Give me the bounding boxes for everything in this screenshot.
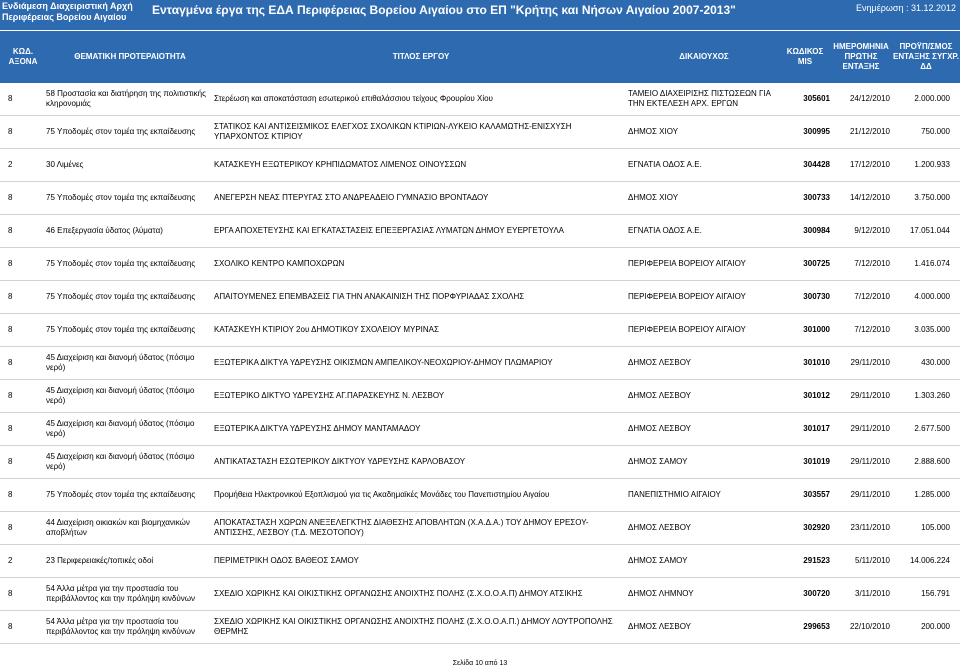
column-header-title: ΤΙΤΛΟΣ ΕΡΓΟΥ: [392, 52, 450, 61]
inclusion-date-text: 7/12/2010: [854, 292, 890, 301]
inclusion-date-text: 9/12/2010: [854, 226, 890, 235]
table-row: [0, 83, 960, 116]
beneficiary-text: ΔΗΜΟΣ ΛΗΜΝΟΥ: [628, 589, 694, 598]
inclusion-date-cell: [830, 413, 890, 445]
table-row: [0, 182, 960, 215]
beneficiary-cell: [628, 182, 780, 214]
beneficiary-cell: [628, 314, 780, 346]
project-title-cell: [214, 116, 628, 148]
project-title-text: ΣΧΕΔΙΟ ΧΩΡΙΚΗΣ ΚΑΙ ΟΙΚΙΣΤΙΚΗΣ ΟΡΓΑΝΩΣΗΣ ΑΝΟΙΧΤΗΣ ΠΟΛΗΣ (Σ.Χ.Ο.Ο.Α.Π.) ΔΗΜΟΥ ΛΟΥΤΡΟΠΟΛΗΣ ΘΕΡΜΗΣ: [214, 617, 613, 636]
beneficiary-cell: [628, 545, 780, 577]
axis-code-cell: [4, 512, 48, 544]
project-title-cell: [214, 512, 628, 544]
thematic-priority-cell: [46, 479, 214, 511]
thematic-priority-text: 54 Άλλα μέτρα για την προστασία του περιβάλλοντος και την πρόληψη κινδύνων: [46, 584, 195, 603]
project-title-cell: [214, 446, 628, 478]
inclusion-date-cell: [830, 314, 890, 346]
table-row: [0, 578, 960, 611]
beneficiary-text: ΠΑΝΕΠΙΣΤΗΜΙΟ ΑΙΓΑΙΟΥ: [628, 490, 721, 499]
inclusion-date-cell: [830, 215, 890, 247]
thematic-priority-text: 45 Διαχείριση και διανομή ύδατος (πόσιμο νερό): [46, 452, 195, 471]
project-title-cell: [214, 413, 628, 445]
inclusion-date-text: 29/11/2010: [850, 391, 890, 400]
axis-code-cell: [4, 545, 48, 577]
inclusion-date-cell: [830, 578, 890, 610]
project-title-text: ΠΕΡΙΜΕΤΡΙΚΗ ΟΔΟΣ ΒΑΘΕΟΣ ΣΑΜΟΥ: [214, 556, 359, 565]
axis-code-cell: [4, 380, 48, 412]
table-header: [0, 30, 960, 83]
project-title-cell: [214, 215, 628, 247]
inclusion-budget-cell: [890, 83, 950, 115]
thematic-priority-text: 45 Διαχείριση και διανομή ύδατος (πόσιμο νερό): [46, 419, 195, 438]
inclusion-date-cell: [830, 545, 890, 577]
inclusion-budget-text: 1.303.260: [914, 391, 950, 400]
inclusion-budget-cell: [890, 479, 950, 511]
thematic-priority-cell: [46, 116, 214, 148]
inclusion-date-cell: [830, 446, 890, 478]
project-title-text: ΣΧΟΛΙΚΟ ΚΕΝΤΡΟ ΚΑΜΠΟΧΩΡΩΝ: [214, 259, 345, 268]
column-header-priority: ΘΕΜΑΤΙΚΗ ΠΡΟΤΕΡΑΙΟΤΗΤΑ: [74, 52, 186, 61]
inclusion-budget-text: 2.888.600: [914, 457, 950, 466]
column-header-axis: ΚΩΔ. ΑΞΟΝΑ: [8, 47, 38, 66]
project-title-cell: [214, 578, 628, 610]
inclusion-date-cell: [830, 83, 890, 115]
mis-code-cell: [780, 446, 830, 478]
inclusion-budget-text: 1.200.933: [914, 160, 950, 169]
inclusion-budget-cell: [890, 182, 950, 214]
mis-code-text: 301000: [803, 325, 830, 334]
project-title-text: Στερέωση και αποκατάσταση εσωτερικού επιθαλάσσιου τείχους Φρουρίου Χίου: [214, 94, 493, 103]
mis-code-cell: [780, 413, 830, 445]
thematic-priority-text: 75 Υποδομές στον τομέα της εκπαίδευσης: [46, 193, 196, 202]
table-row: [0, 116, 960, 149]
beneficiary-text: ΔΗΜΟΣ ΛΕΣΒΟΥ: [628, 391, 691, 400]
axis-code-cell: [4, 479, 48, 511]
inclusion-budget-cell: [890, 611, 950, 643]
inclusion-budget-text: 1.285.000: [914, 490, 950, 499]
project-title-cell: [214, 314, 628, 346]
inclusion-budget-text: 14.006.224: [909, 556, 950, 565]
thematic-priority-text: 75 Υποδομές στον τομέα της εκπαίδευσης: [46, 259, 196, 268]
project-title-cell: [214, 248, 628, 280]
inclusion-date-text: 29/11/2010: [850, 424, 890, 433]
axis-code-text: 8: [8, 325, 13, 334]
axis-code-text: 8: [8, 523, 13, 532]
axis-code-cell: [4, 248, 48, 280]
mis-code-text: 302920: [803, 523, 830, 532]
inclusion-budget-cell: [890, 347, 950, 379]
mis-code-cell: [780, 116, 830, 148]
mis-code-cell: [780, 281, 830, 313]
beneficiary-text: ΠΕΡΙΦΕΡΕΙΑ ΒΟΡΕΙΟΥ ΑΙΓΑΙΟΥ: [628, 292, 746, 301]
table-row: [0, 314, 960, 347]
inclusion-date-cell: [830, 347, 890, 379]
beneficiary-text: ΔΗΜΟΣ ΛΕΣΒΟΥ: [628, 424, 691, 433]
beneficiary-text: ΔΗΜΟΣ ΛΕΣΒΟΥ: [628, 622, 691, 631]
inclusion-date-text: 7/12/2010: [854, 325, 890, 334]
column-header-beneficiary: ΔΙΚΑΙΟΥΧΟΣ: [679, 52, 729, 61]
thematic-priority-cell: [46, 182, 214, 214]
table-row: [0, 413, 960, 446]
axis-code-text: 8: [8, 292, 13, 301]
mis-code-text: 300995: [803, 127, 830, 136]
organization-name: [2, 1, 133, 23]
axis-code-text: 8: [8, 94, 13, 103]
beneficiary-cell: [628, 446, 780, 478]
project-title-cell: [214, 281, 628, 313]
inclusion-budget-cell: [890, 446, 950, 478]
organization-line-1: Ενδιάμεση Διαχειριστική Αρχή: [2, 1, 133, 11]
inclusion-date-text: 29/11/2010: [850, 358, 890, 367]
inclusion-date-cell: [830, 479, 890, 511]
beneficiary-cell: [628, 83, 780, 115]
axis-code-cell: [4, 83, 48, 115]
inclusion-date-text: 5/11/2010: [855, 556, 890, 565]
beneficiary-text: ΔΗΜΟΣ ΧΙΟΥ: [628, 193, 679, 202]
mis-code-cell: [780, 578, 830, 610]
beneficiary-cell: [628, 479, 780, 511]
beneficiary-text: ΔΗΜΟΣ ΛΕΣΒΟΥ: [628, 523, 691, 532]
thematic-priority-text: 75 Υποδομές στον τομέα της εκπαίδευσης: [46, 292, 196, 301]
inclusion-budget-text: 156.791: [921, 589, 950, 598]
inclusion-budget-text: 200.000: [921, 622, 950, 631]
thematic-priority-cell: [46, 314, 214, 346]
project-title-cell: [214, 545, 628, 577]
mis-code-cell: [780, 545, 830, 577]
axis-code-text: 2: [8, 556, 13, 565]
beneficiary-cell: [628, 578, 780, 610]
project-title-text: ΑΠΟΚΑΤΑΣΤΑΣΗ ΧΩΡΩΝ ΑΝΕΞΕΛΕΓΚΤΗΣ ΔΙΑΘΕΣΗΣ ΑΠΟΒΛΗΤΩΝ (Χ.Α.Δ.Α.) ΤΟΥ ΔΗΜΟΥ ΕΡΕΣΟΥ-ΑΝΤΙΣΣΗΣ, ΛΕΣΒΟΥ (Τ.Δ. ΜΕΣΟΤΟΠΟΥ): [214, 518, 589, 537]
mis-code-cell: [780, 512, 830, 544]
beneficiary-text: ΕΓΝΑΤΙΑ ΟΔΟΣ Α.Ε.: [628, 160, 702, 169]
project-title-text: ΣΧΕΔΙΟ ΧΩΡΙΚΗΣ ΚΑΙ ΟΙΚΙΣΤΙΚΗΣ ΟΡΓΑΝΩΣΗΣ ΑΝΟΙΧΤΗΣ ΠΟΛΗΣ (Σ.Χ.Ο.Ο.Α.Π) ΔΗΜΟΥ ΑΤΣΙΚΗΣ: [214, 589, 583, 598]
mis-code-cell: [780, 314, 830, 346]
inclusion-date-text: 24/12/2010: [849, 94, 890, 103]
axis-code-text: 8: [8, 358, 13, 367]
mis-code-text: 305601: [803, 94, 830, 103]
table-row: [0, 215, 960, 248]
mis-code-text: 299653: [803, 622, 830, 631]
axis-code-text: 2: [8, 160, 13, 169]
table-row: [0, 545, 960, 578]
thematic-priority-cell: [46, 281, 214, 313]
axis-code-text: 8: [8, 226, 13, 235]
inclusion-budget-text: 4.000.000: [914, 292, 950, 301]
project-title-text: ΑΝΕΓΕΡΣΗ ΝΕΑΣ ΠΤΕΡΥΓΑΣ ΣΤΟ ΑΝΔΡΕΑΔΕΙΟ ΓΥΜΝΑΣΙΟ ΒΡΟΝΤΑΔΟΥ: [214, 193, 489, 202]
axis-code-text: 8: [8, 589, 13, 598]
inclusion-budget-cell: [890, 281, 950, 313]
axis-code-cell: [4, 314, 48, 346]
inclusion-budget-cell: [890, 413, 950, 445]
table-row: [0, 281, 960, 314]
axis-code-text: 8: [8, 424, 13, 433]
axis-code-cell: [4, 215, 48, 247]
project-title-text: ΑΝΤΙΚΑΤΑΣΤΑΣΗ ΕΣΩΤΕΡΙΚΟΥ ΔΙΚΤΥΟΥ ΥΔΡΕΥΣΗΣ ΚΑΡΛΟΒΑΣΟΥ: [214, 457, 466, 466]
table-row: [0, 512, 960, 545]
axis-code-text: 8: [8, 193, 13, 202]
thematic-priority-cell: [46, 545, 214, 577]
project-title-cell: [214, 347, 628, 379]
thematic-priority-cell: [46, 248, 214, 280]
report-header: [0, 0, 960, 30]
thematic-priority-text: 75 Υποδομές στον τομέα της εκπαίδευσης: [46, 325, 196, 334]
project-title-text: ΕΡΓΑ ΑΠΟΧΕΤΕΥΣΗΣ ΚΑΙ ΕΓΚΑΤΑΣΤΑΣΕΙΣ ΕΠΕΞΕΡΓΑΣΙΑΣ ΛΥΜΑΤΩΝ ΔΗΜΟΥ ΕΥΕΡΓΕΤΟΥΛΑ: [214, 226, 564, 235]
inclusion-budget-cell: [890, 545, 950, 577]
axis-code-cell: [4, 611, 48, 643]
inclusion-budget-cell: [890, 512, 950, 544]
thematic-priority-text: 46 Επεξεργασία ύδατος (λύματα): [46, 226, 163, 235]
inclusion-budget-cell: [890, 380, 950, 412]
thematic-priority-cell: [46, 413, 214, 445]
axis-code-cell: [4, 578, 48, 610]
project-title-cell: [214, 611, 628, 643]
inclusion-budget-cell: [890, 248, 950, 280]
mis-code-text: 303557: [803, 490, 830, 499]
table-row: [0, 479, 960, 512]
inclusion-budget-text: 3.750.000: [914, 193, 950, 202]
beneficiary-cell: [628, 116, 780, 148]
mis-code-text: 291523: [803, 556, 830, 565]
mis-code-text: 300733: [803, 193, 830, 202]
axis-code-text: 8: [8, 490, 13, 499]
table-row: [0, 347, 960, 380]
update-date: Ενημέρωση : 31.12.2012: [856, 3, 956, 13]
axis-code-cell: [4, 116, 48, 148]
beneficiary-text: ΠΕΡΙΦΕΡΕΙΑ ΒΟΡΕΙΟΥ ΑΙΓΑΙΟΥ: [628, 325, 746, 334]
thematic-priority-text: 54 Άλλα μέτρα για την προστασία του περιβάλλοντος και την πρόληψη κινδύνων: [46, 617, 195, 636]
organization-line-2: Περιφέρειας Βορείου Αιγαίου: [2, 12, 127, 22]
table-row: [0, 149, 960, 182]
inclusion-date-text: 22/10/2010: [849, 622, 890, 631]
table-row: [0, 611, 960, 644]
project-title-cell: [214, 479, 628, 511]
inclusion-budget-cell: [890, 578, 950, 610]
project-title-text: ΕΞΩΤΕΡΙΚΑ ΔΙΚΤΥΑ ΥΔΡΕΥΣΗΣ ΔΗΜΟΥ ΜΑΝΤΑΜΑΔΟΥ: [214, 424, 421, 433]
project-title-text: ΕΞΩΤΕΡΙΚΑ ΔΙΚΤΥΑ ΥΔΡΕΥΣΗΣ ΟΙΚΙΣΜΩΝ ΑΜΠΕΛΙΚΟΥ-ΝΕΟΧΩΡΙΟΥ-ΔΗΜΟΥ ΠΛΩΜΑΡΙΟΥ: [214, 358, 553, 367]
axis-code-cell: [4, 182, 48, 214]
inclusion-date-cell: [830, 281, 890, 313]
beneficiary-text: ΤΑΜΕΙΟ ΔΙΑΧΕΙΡΙΣΗΣ ΠΙΣΤΩΣΕΩΝ ΓΙΑ ΤΗΝ ΕΚΤΕΛΕΣΗ ΑΡΧ. ΕΡΓΩΝ: [628, 89, 771, 108]
mis-code-cell: [780, 215, 830, 247]
mis-code-cell: [780, 149, 830, 181]
mis-code-cell: [780, 611, 830, 643]
beneficiary-text: ΕΓΝΑΤΙΑ ΟΔΟΣ Α.Ε.: [628, 226, 702, 235]
mis-code-cell: [780, 248, 830, 280]
axis-code-cell: [4, 446, 48, 478]
inclusion-budget-cell: [890, 149, 950, 181]
project-title-text: ΕΞΩΤΕΡΙΚΟ ΔΙΚΤΥΟ ΥΔΡΕΥΣΗΣ ΑΓ.ΠΑΡΑΣΚΕΥΗΣ Ν. ΛΕΣΒΟΥ: [214, 391, 445, 400]
inclusion-budget-text: 430.000: [921, 358, 950, 367]
project-title-text: ΚΑΤΑΣΚΕΥΗ ΕΞΩΤΕΡΙΚΟΥ ΚΡΗΠΙΔΩΜΑΤΟΣ ΛΙΜΕΝΟΣ ΟΙΝΟΥΣΣΩΝ: [214, 160, 467, 169]
report-title: Ενταγμένα έργα της ΕΔΑ Περιφέρειας Βορείου Αιγαίου στο ΕΠ "Κρήτης και Νήσων Αιγαίου 2007-2013": [152, 3, 736, 17]
inclusion-date-text: 23/11/2010: [850, 523, 890, 532]
beneficiary-cell: [628, 149, 780, 181]
mis-code-text: 301012: [803, 391, 830, 400]
mis-code-text: 304428: [803, 160, 830, 169]
beneficiary-text: ΠΕΡΙΦΕΡΕΙΑ ΒΟΡΕΙΟΥ ΑΙΓΑΙΟΥ: [628, 259, 746, 268]
mis-code-cell: [780, 380, 830, 412]
thematic-priority-text: 75 Υποδομές στον τομέα της εκπαίδευσης: [46, 127, 196, 136]
project-title-text: ΚΑΤΑΣΚΕΥΗ ΚΤΙΡΙΟΥ 2ου ΔΗΜΟΤΙΚΟΥ ΣΧΟΛΕΙΟΥ ΜΥΡΙΝΑΣ: [214, 325, 439, 334]
project-title-text: ΑΠΑΙΤΟΥΜΕΝΕΣ ΕΠΕΜΒΑΣΕΙΣ ΓΙΑ ΤΗΝ ΑΝΑΚΑΙΝΙΣΗ ΤΗΣ ΠΟΡΦΥΡΙΑΔΑΣ ΣΧΟΛΗΣ: [214, 292, 525, 301]
beneficiary-cell: [628, 347, 780, 379]
page-number: Σελίδα 10 από 13: [452, 660, 508, 667]
inclusion-budget-text: 2.000.000: [914, 94, 950, 103]
axis-code-text: 8: [8, 391, 13, 400]
project-title-cell: [214, 380, 628, 412]
axis-code-text: 8: [8, 127, 13, 136]
thematic-priority-text: 45 Διαχείριση και διανομή ύδατος (πόσιμο νερό): [46, 353, 195, 372]
inclusion-budget-text: 3.035.000: [914, 325, 950, 334]
beneficiary-cell: [628, 380, 780, 412]
beneficiary-cell: [628, 215, 780, 247]
inclusion-date-cell: [830, 116, 890, 148]
column-header-budget: ΠΡΟΫΠ/ΣΜΟΣ ΕΝΤΑΞΗΣ ΣΥΓΧΡ. ΔΔ: [893, 42, 959, 71]
axis-code-cell: [4, 281, 48, 313]
axis-code-cell: [4, 413, 48, 445]
thematic-priority-cell: [46, 512, 214, 544]
inclusion-date-cell: [830, 512, 890, 544]
inclusion-date-text: 7/12/2010: [854, 259, 890, 268]
thematic-priority-cell: [46, 149, 214, 181]
inclusion-budget-cell: [890, 116, 950, 148]
mis-code-text: 300984: [803, 226, 830, 235]
project-title-cell: [214, 83, 628, 115]
beneficiary-cell: [628, 512, 780, 544]
inclusion-date-text: 29/11/2010: [850, 490, 890, 499]
inclusion-date-text: 21/12/2010: [849, 127, 890, 136]
inclusion-budget-text: 17.051.044: [909, 226, 950, 235]
column-header-mis: ΚΩΔΙΚΟΣ MIS: [786, 47, 824, 66]
beneficiary-text: ΔΗΜΟΣ ΛΕΣΒΟΥ: [628, 358, 691, 367]
mis-code-text: 300720: [803, 589, 830, 598]
axis-code-cell: [4, 149, 48, 181]
axis-code-text: 8: [8, 259, 13, 268]
beneficiary-text: ΔΗΜΟΣ ΣΑΜΟΥ: [628, 556, 688, 565]
thematic-priority-text: 58 Προστασία και διατήρηση της πολιτιστικής κληρονομιάς: [46, 89, 206, 108]
inclusion-date-text: 29/11/2010: [850, 457, 890, 466]
axis-code-text: 8: [8, 622, 13, 631]
table-row: [0, 380, 960, 413]
inclusion-budget-text: 750.000: [921, 127, 950, 136]
beneficiary-cell: [628, 413, 780, 445]
inclusion-budget-text: 105.000: [921, 523, 950, 532]
axis-code-text: 8: [8, 457, 13, 466]
inclusion-budget-text: 1.416.074: [914, 259, 950, 268]
inclusion-date-cell: [830, 380, 890, 412]
mis-code-cell: [780, 479, 830, 511]
beneficiary-text: ΔΗΜΟΣ ΧΙΟΥ: [628, 127, 679, 136]
beneficiary-cell: [628, 611, 780, 643]
table-row: [0, 446, 960, 479]
thematic-priority-cell: [46, 347, 214, 379]
table-body: [0, 83, 960, 644]
project-title-text: Προμήθεια Ηλεκτρονικού Εξοπλισμού για τις Ακαδημαϊκές Μονάδες του Πανεπιστημίου Αιγαίου: [214, 490, 550, 499]
column-header-date: ΗΜΕΡΟΜΗΝΙΑ ΠΡΩΤΗΣ ΕΝΤΑΞΗΣ: [833, 42, 889, 71]
mis-code-text: 300730: [803, 292, 830, 301]
mis-code-cell: [780, 347, 830, 379]
table-row: [0, 248, 960, 281]
inclusion-date-text: 3/11/2010: [855, 589, 890, 598]
thematic-priority-text: 44 Διαχείριση οικιακών και βιομηχανικών αποβλήτων: [46, 518, 190, 537]
project-title-text: ΣΤΑΤΙΚΟΣ ΚΑΙ ΑΝΤΙΣΕΙΣΜΙΚΟΣ ΕΛΕΓΧΟΣ ΣΧΟΛΙΚΩΝ ΚΤΙΡΙΩΝ-ΛΥΚΕΙΟ ΚΑΛΑΜΩΤΗΣ-ΕΝΙΣΧΥΣΗ ΥΠΑΡΧΟΝΤΟΣ ΚΤΙΡΙΟΥ: [214, 122, 572, 141]
axis-code-cell: [4, 347, 48, 379]
inclusion-date-cell: [830, 182, 890, 214]
thematic-priority-text: 45 Διαχείριση και διανομή ύδατος (πόσιμο νερό): [46, 386, 195, 405]
mis-code-cell: [780, 182, 830, 214]
mis-code-text: 300725: [803, 259, 830, 268]
inclusion-date-cell: [830, 248, 890, 280]
project-title-cell: [214, 182, 628, 214]
beneficiary-text: ΔΗΜΟΣ ΣΑΜΟΥ: [628, 457, 688, 466]
project-title-cell: [214, 149, 628, 181]
thematic-priority-text: 75 Υποδομές στον τομέα της εκπαίδευσης: [46, 490, 196, 499]
beneficiary-cell: [628, 281, 780, 313]
thematic-priority-cell: [46, 611, 214, 643]
inclusion-budget-text: 2.677.500: [914, 424, 950, 433]
thematic-priority-cell: [46, 83, 214, 115]
mis-code-cell: [780, 83, 830, 115]
inclusion-budget-cell: [890, 215, 950, 247]
inclusion-date-text: 14/12/2010: [849, 193, 890, 202]
thematic-priority-text: 30 Λιμένες: [46, 160, 84, 169]
mis-code-text: 301019: [803, 457, 830, 466]
mis-code-text: 301017: [803, 424, 830, 433]
thematic-priority-cell: [46, 578, 214, 610]
beneficiary-cell: [628, 248, 780, 280]
inclusion-date-cell: [830, 149, 890, 181]
thematic-priority-text: 23 Περιφερειακές/τοπικές οδοί: [46, 556, 154, 565]
inclusion-budget-cell: [890, 314, 950, 346]
inclusion-date-cell: [830, 611, 890, 643]
thematic-priority-cell: [46, 446, 214, 478]
thematic-priority-cell: [46, 380, 214, 412]
thematic-priority-cell: [46, 215, 214, 247]
mis-code-text: 301010: [803, 358, 830, 367]
inclusion-date-text: 17/12/2010: [849, 160, 890, 169]
